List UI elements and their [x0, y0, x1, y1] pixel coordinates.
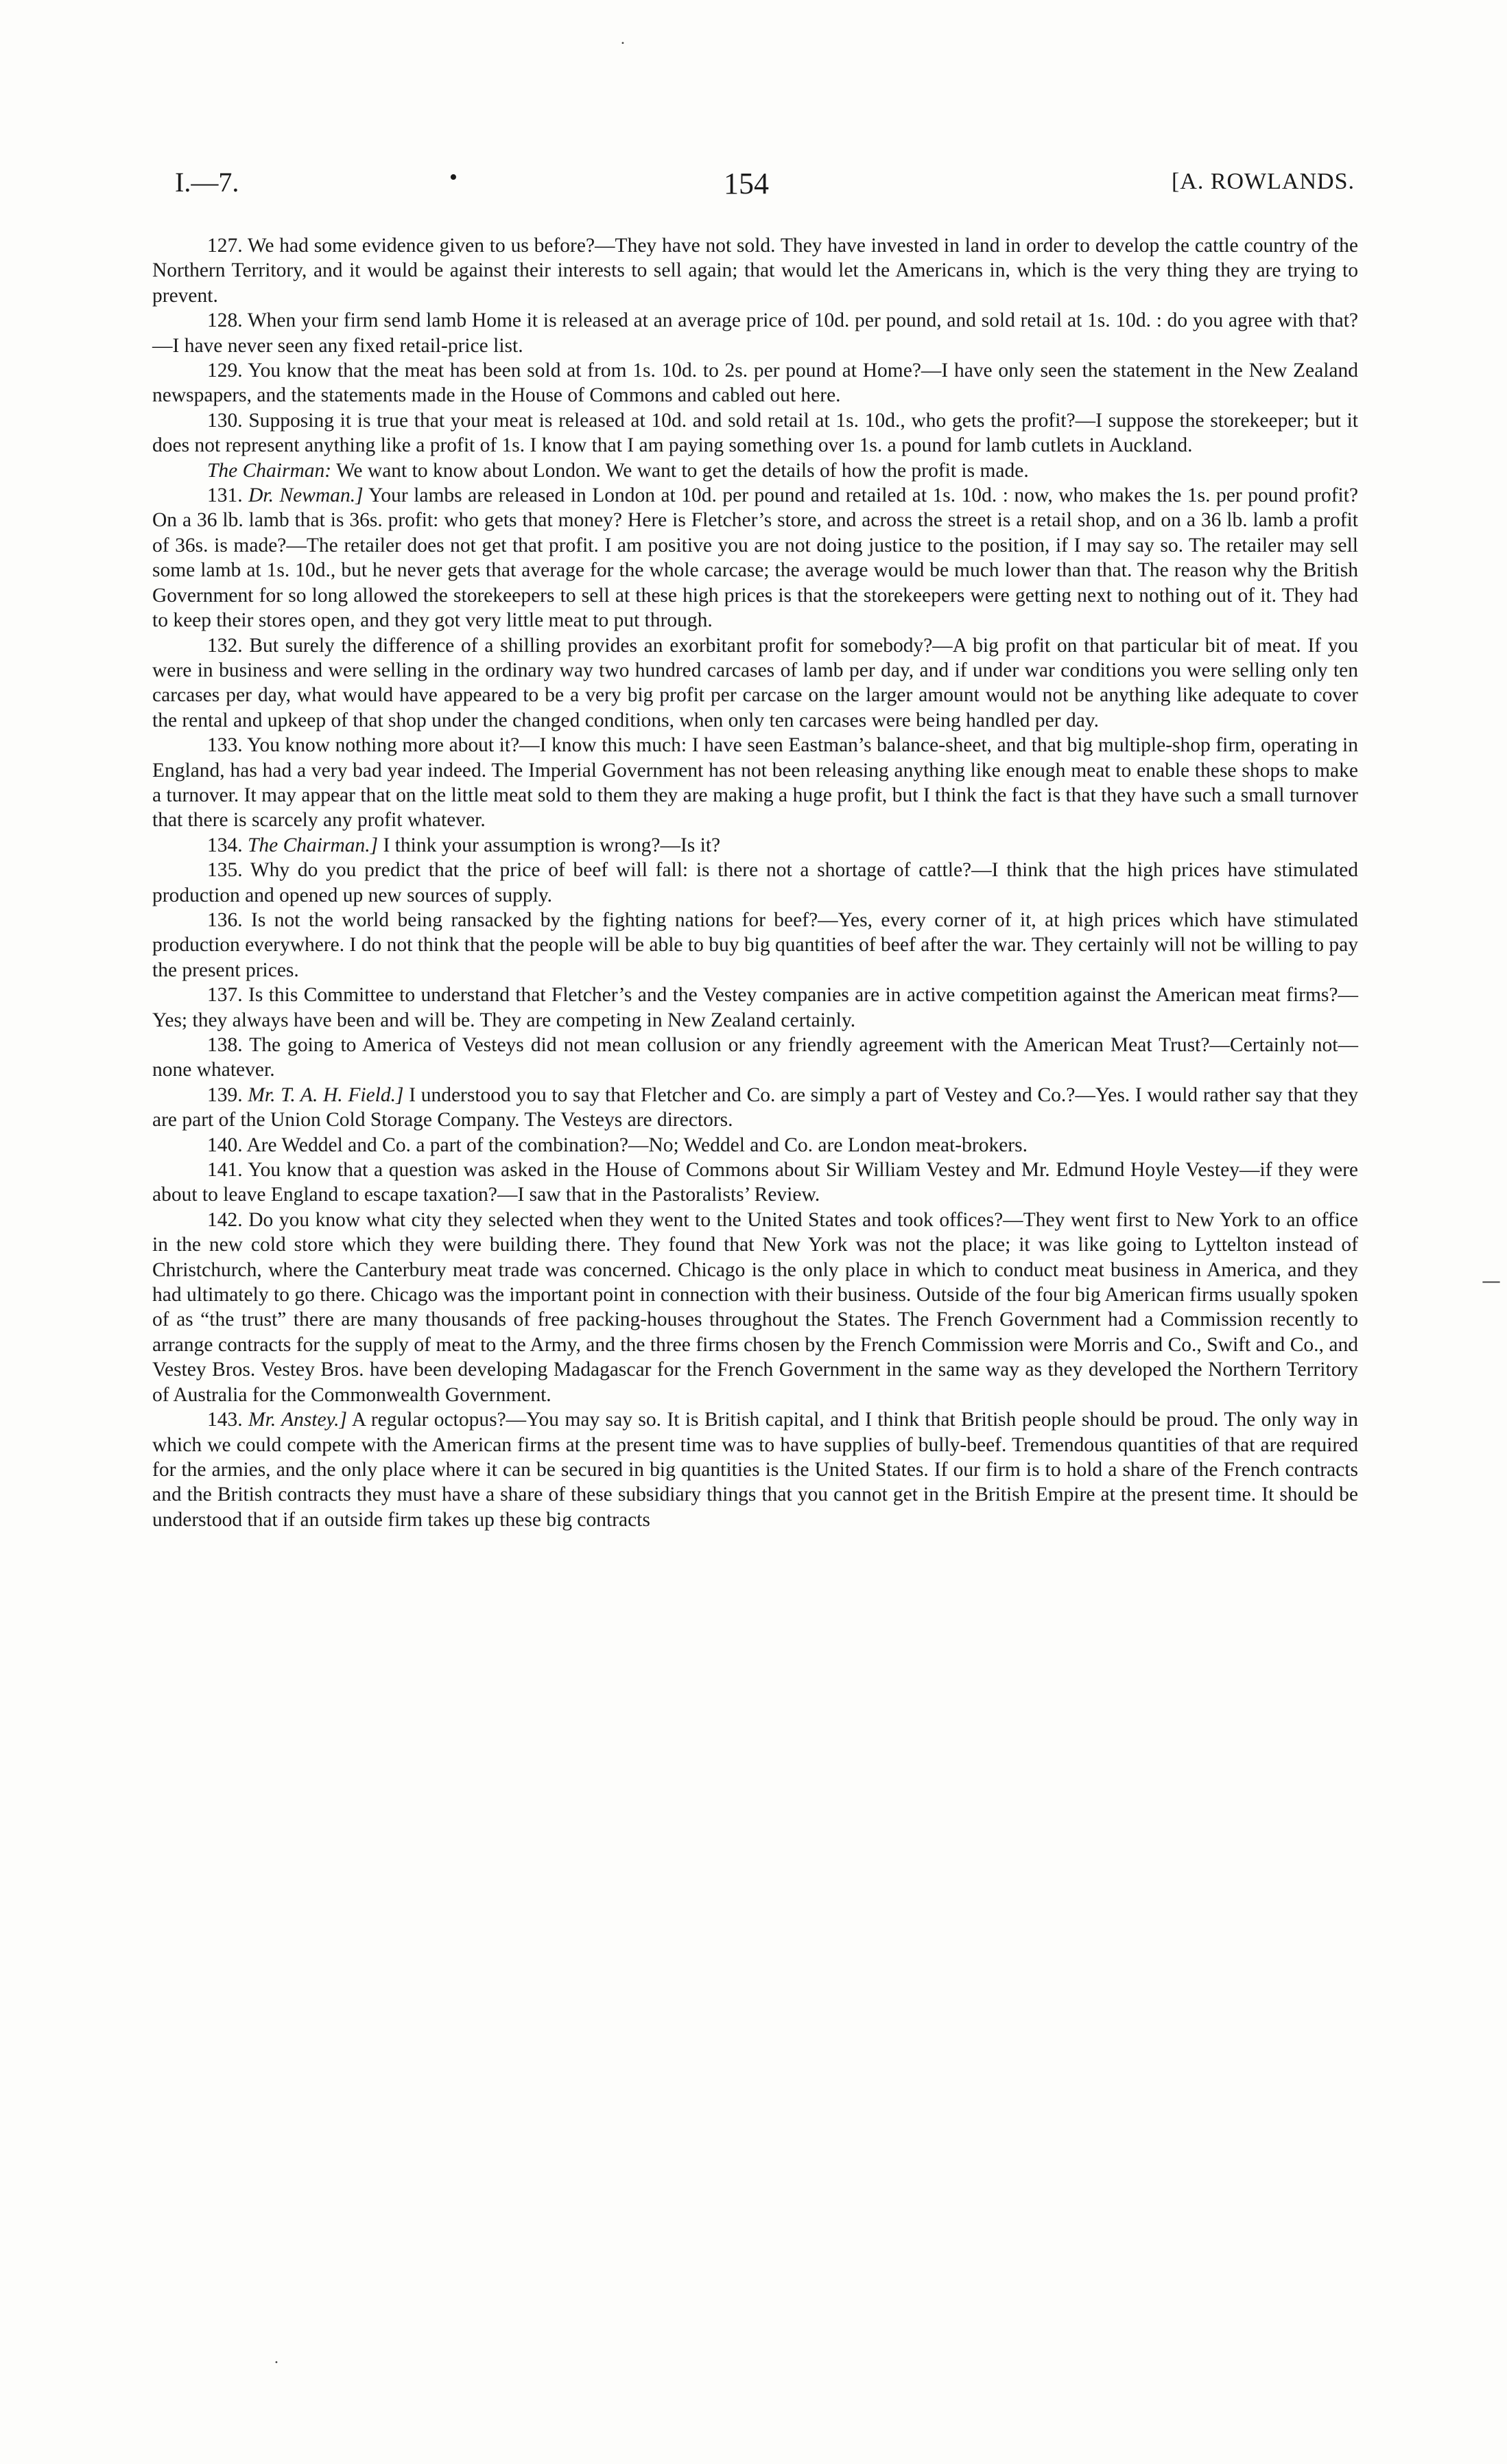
speaker: Mr. Anstey.]	[248, 1409, 347, 1431]
paragraph-134	[152, 833, 1358, 858]
question-number: 130.	[207, 409, 243, 432]
scan-speck-bottom: •	[274, 2359, 278, 2367]
page-header	[175, 166, 1355, 207]
page-number: 154	[724, 167, 769, 200]
question-number: 128.	[207, 309, 243, 332]
paragraph-text: I understood you to say that Fletcher and Co. are simply a part of Vestey and Co.?—Yes. I would rather say that they are part of the Union Cold Storage Company. The Vesteys are directors.	[152, 1083, 1359, 1131]
question-number: 129.	[207, 360, 243, 382]
paragraph-text: You know that the meat has been sold at from 1s. 10d. to 2s. per pound at Home?—I have only seen the statement in the New Zealand newspapers, and the statements made in the House of Commons and cabled out here.	[152, 360, 1358, 407]
header-dot-mark: •	[449, 165, 458, 190]
paragraph-139	[152, 1083, 1358, 1133]
question-number: 139.	[207, 1083, 243, 1106]
question-number: 134.	[207, 834, 243, 856]
paragraph-text: Is not the world being ransacked by the fighting nations for beef?—Yes, every corner of it, at high prices which have stimulated production everywhere. I do not think that the people will be able to buy big quantities of beef after the war. They certainly will not be willing to pay the present prices.	[152, 908, 1358, 981]
paragraph-chairman-remark	[152, 458, 1358, 483]
paragraph-128	[152, 308, 1358, 358]
paragraph-143	[152, 1407, 1358, 1532]
paragraph-text: Your lambs are released in London at 10d. per pound and retailed at 1s. 10d. : now, who makes the 1s. per pound profit? On a 36 lb. lamb that is 36s. profit: who gets that money? Here is Fletcher’s store, and across the street is a retail shop, and on a 36 lb. lamb a profit of 36s. is made?—The retailer does not get that profit. I am positive you are not doing justice to the position, if I may say so. The retailer may sell some lamb at 1s. 10d., but he never gets that average for the whole carcase; the average would be much lower than that. The reason why the British Government for so long allowed the storekeepers to sell at these high prices is that the storekeepers were getting next to nothing out of it. They had to keep their stores open, and they got very little meat to put through.	[152, 484, 1359, 632]
question-number: 131.	[207, 484, 243, 507]
paragraph-text: You know nothing more about it?—I know this much: I have seen Eastman’s balance-sheet, and that big multiple-shop firm, operating in England, has had a very bad year indeed. The Imperial Government has not been releasing anything like enough meat to enable these shops to make a turnover. It may appear that on the little meat sold to them they are making a huge profit, but I think the fact is that they have such a small turnover that there is scarcely any profit whatever.	[152, 734, 1358, 832]
paragraph-text: We want to know about London. We want to get the details of how the profit is made.	[331, 459, 1029, 482]
question-number: 138.	[207, 1034, 243, 1056]
question-number: 141.	[207, 1159, 243, 1182]
question-number: 137.	[207, 984, 243, 1007]
question-number: 136.	[207, 908, 243, 931]
paragraph-text: The going to America of Vesteys did not mean collusion or any friendly agreement with the American Meat Trust?—Certainly not—none whatever.	[152, 1034, 1358, 1081]
paragraph-text: A regular octopus?—You may say so. It is British capital, and I think that British people should be proud. The only way in which we could compete with the American firms at the present time was to have supplies of bully-beef. Tremendous quantities of that are required for the armies, and the only place where it can be secured in big quantities is the United States. If our firm is to hold a share of the French contracts and the British contracts they must have a share of these subsidiary things that you cannot get in the British Empire at the present time. It should be understood that if an outside firm takes up these big contracts	[152, 1409, 1358, 1531]
paragraph-127	[152, 233, 1358, 308]
evidence-text	[152, 233, 1358, 1532]
paragraph-135	[152, 858, 1358, 908]
speaker: Dr. Newman.]	[248, 484, 364, 507]
paragraph-136	[152, 908, 1358, 983]
paragraph-141	[152, 1158, 1358, 1208]
paragraph-text: We had some evidence given to us before?—They have not sold. They have invested in land in order to develop the cattle country of the Northern Territory, and it would be against their interests to sell again; that would let the Americans in, which is the very thing they are trying to prevent.	[152, 235, 1358, 307]
paragraph-text: Supposing it is true that your meat is released at 10d. and sold retail at 1s. 10d., who gets the profit?—I suppose the storekeeper; but it does not represent anything like a profit of 1s. I know that I am paying something over 1s. a pound for lamb cutlets in Auckland.	[152, 409, 1358, 457]
question-number: 142.	[207, 1208, 243, 1231]
paragraph-text: Why do you predict that the price of beef will fall: is there not a shortage of cattle?—I think that the high prices have stimulated production and opened up new sources of supply.	[152, 859, 1358, 906]
paragraph-129	[152, 358, 1358, 408]
speaker: Mr. T. A. H. Field.]	[248, 1083, 404, 1106]
speaker: The Chairman:	[207, 459, 332, 482]
paragraph-140	[152, 1133, 1358, 1158]
question-number: 140.	[207, 1134, 243, 1156]
speaker: The Chairman.]	[248, 834, 379, 856]
question-number: 135.	[207, 859, 243, 882]
paragraph-130	[152, 408, 1358, 458]
paragraph-text: When your firm send lamb Home it is released at an average price of 10d. per pound, and sold retail at 1s. 10d. : do you agree with that?—I have never seen any fixed retail-price list.	[152, 309, 1358, 357]
paragraph-text: You know that a question was asked in the House of Commons about Sir William Vestey and Mr. Edmund Hoyle Vestey—if they were about to leave England to escape taxation?—I saw that in the Pastoralists’ Review.	[152, 1159, 1358, 1206]
paragraph-text: Is this Committee to understand that Fletcher’s and the Vestey companies are in active competition against the American meat firms?—Yes; they always have been and will be. They are competing in New Zealand certainly.	[152, 984, 1358, 1031]
paragraph-text: Do you know what city they selected when they went to the United States and took offices?—They went first to New York to an office in the new cold store which they were building there. They found that New York was not the place; it was like going to Lyttelton instead of Christchurch, where the Canterbury meat trade was concerned. Chicago is the only place in which to conduct meat business in America, and they had ultimately to go there. Chicago was the important point in connection with their business. Outside of the four big American firms usually spoken of as “the trust” there are many thousands of free packing-houses throughout the States. The French Government had a Commission recently to arrange contracts for the supply of meat to the Army, and the three firms chosen by the French Commission were Morris and Co., Swift and Co., and Vestey Bros. Vestey Bros. have been developing Madagascar for the French Government in the same way as they developed the Northern Territory of Australia for the Commonwealth Government.	[152, 1208, 1358, 1406]
paragraph-133	[152, 733, 1358, 833]
header-witness-name: [A. ROWLANDS.	[1171, 169, 1355, 194]
paragraph-text: But surely the difference of a shilling provides an exorbitant profit for somebody?—A big profit on that particular bit of meat. If you were in business and were selling in the ordinary way two hundred carcases of lamb per day, and if under war conditions you were selling only ten carcases per day, what would have appeared to be a very big profit per carcase on the larger amount would not be anything like adequate to cover the rental and upkeep of that shop under the changed conditions, when only ten carcases were being handled per day.	[152, 634, 1358, 731]
paragraph-142	[152, 1208, 1358, 1407]
question-number: 143.	[207, 1409, 243, 1431]
question-number: 127.	[207, 235, 243, 257]
header-series-ref: I.—7.	[175, 167, 239, 198]
paragraph-137	[152, 983, 1358, 1033]
paragraph-138	[152, 1033, 1358, 1083]
margin-dash-mark: —	[1482, 1269, 1501, 1292]
paragraph-text: Are Weddel and Co. a part of the combination?—No; Weddel and Co. are London meat-brokers.	[242, 1134, 1028, 1156]
scan-speck-top: •	[621, 40, 625, 47]
paragraph-132	[152, 633, 1358, 734]
paragraph-text: I think your assumption is wrong?—Is it?	[378, 834, 721, 856]
question-number: 132.	[207, 634, 243, 657]
paragraph-131	[152, 483, 1358, 633]
question-number: 133.	[207, 734, 243, 757]
